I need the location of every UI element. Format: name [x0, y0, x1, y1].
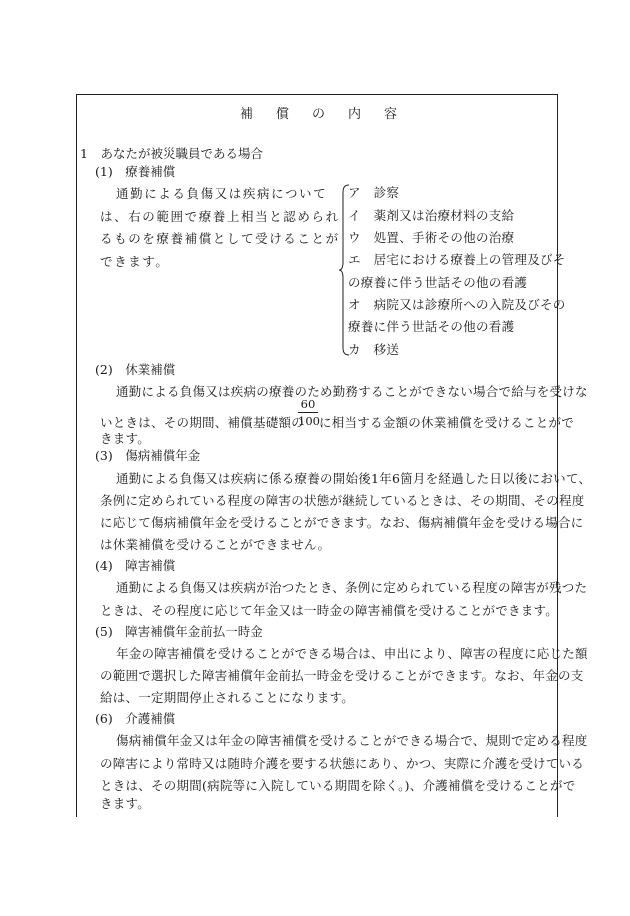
medical-text-line: できます。 [100, 254, 170, 269]
medical-item: ア 診察 [348, 185, 400, 200]
nursing-text-line: ときは、その期間(病院等に入院している期間を除く。)、介護補償を受けることがで [100, 778, 576, 793]
fraction-60-100 [298, 397, 318, 428]
medical-item: の療養に伴う世話その他の看護 [348, 275, 528, 290]
nursing-text-line: 傷病補償年金又は年金の障害補償を受けることができる場合で、規則で定める程度 [116, 733, 588, 748]
injury-pension-text-line: に応じて傷病補償年金を受けることができます。なお、傷病補償年金を受ける場合に [100, 515, 584, 530]
page-title: 補償の内容 [240, 107, 421, 122]
heading-leave-compensation: (2) 休業補償 [95, 362, 176, 377]
section-heading-1: 1 あなたが被災職員である場合 [80, 146, 263, 161]
nursing-text-line: の障害により常時又は随時介護を要する状態にあり、かつ、実際に介護を受けている [100, 756, 585, 771]
advance-text-line: 給は、一定期間停止されることになります。 [100, 690, 355, 705]
injury-pension-text-line: 条例に定められている程度の障害の状態が継続しているときは、その期間、その程度 [100, 493, 585, 508]
medical-item: 療養に伴う世話その他の看護 [348, 319, 515, 334]
disability-text-line: ときは、その程度に応じて年金又は一時金の障害補償を受けることができます。 [100, 603, 559, 618]
medical-text-line: は、右の範囲で療養上相当と認められ [100, 209, 340, 224]
medical-item: オ 病院又は診療所への入院及びその [348, 297, 566, 312]
medical-item: ウ 処置、手術その他の治療 [348, 230, 515, 245]
disability-text-line: 通勤による負傷又は疾病が治つたとき、条例に定められている程度の障害が残つた [116, 580, 588, 595]
medical-item: エ 居宅における療養上の管理及びそ [348, 252, 566, 267]
injury-pension-text-line: 通勤による負傷又は疾病に係る療養の開始後1年6箇月を経過した日以後において、 [116, 471, 592, 486]
medical-text-line: るものを療養補償として受けることが [100, 231, 340, 246]
advance-text-line: 年金の障害補償を受けることができる場合は、申出により、障害の程度に応じた額 [116, 646, 588, 661]
heading-medical-compensation: (1) 療養補償 [95, 164, 176, 179]
nursing-text-line: きます。 [100, 796, 151, 811]
heading-injury-pension: (3) 傷病補償年金 [95, 448, 201, 463]
heading-disability-advance: (5) 障害補償年金前払一時金 [95, 624, 263, 639]
medical-item: カ 移送 [348, 342, 400, 357]
heading-nursing-compensation: (6) 介護補償 [95, 711, 176, 726]
injury-pension-text-line: は休業補償を受けることができません。 [100, 537, 331, 552]
medical-item: イ 薬剤又は治療材料の支給 [348, 208, 515, 223]
leave-text-line: 通勤による負傷又は疾病の療養のため勤務することができない場合で給与を受けな [116, 384, 588, 399]
leave-text-line: いときは、その期間、補償基礎額の [100, 415, 305, 430]
fraction-numerator: 60 [298, 397, 318, 413]
fraction-denominator: 100 [298, 414, 320, 428]
leave-text-line: きます。 [100, 431, 151, 446]
leave-text-line: に相当する金額の休業補償を受けることがで [319, 415, 575, 430]
heading-disability-compensation: (4) 障害補償 [95, 558, 176, 573]
medical-text-line: 通勤による負傷又は疾病について [116, 186, 328, 201]
advance-text-line: の範囲で選択した障害補償年金前払一時金を受けることができます。なお、年金の支 [100, 668, 584, 683]
